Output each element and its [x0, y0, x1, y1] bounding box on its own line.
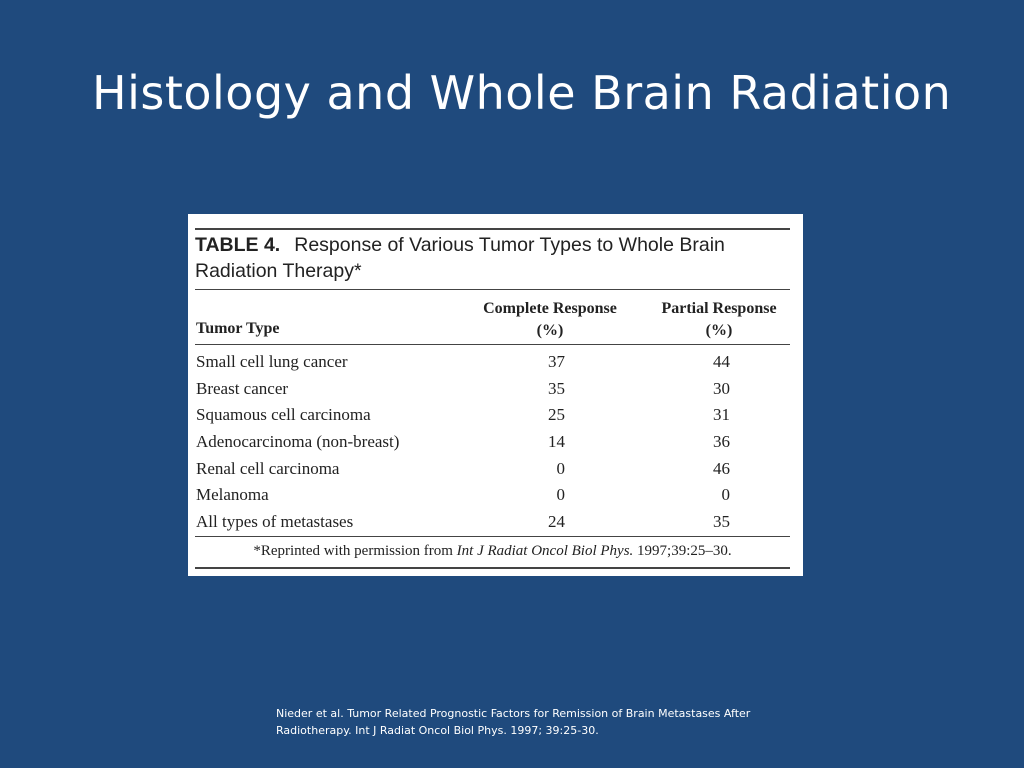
cell-tumor-type: Breast cancer [196, 378, 289, 398]
cell-complete: 14 [548, 432, 565, 452]
header-complete-response-label: Complete Response [483, 300, 617, 317]
cell-complete: 0 [556, 485, 565, 505]
header-partial-response-unit: (%) [705, 322, 733, 339]
header-complete-response-unit: (%) [536, 322, 564, 339]
header-partial-response-label: Partial Response [661, 300, 777, 317]
header-partial-response [643, 298, 795, 342]
footnote-suffix: 1997;39:25–30. [633, 542, 732, 559]
table-body [195, 345, 790, 536]
cell-complete: 35 [548, 378, 565, 398]
citation-line-2: Radiotherapy. Int J Radiat Oncol Biol Phys. 1997; 39:25-30. [276, 724, 599, 737]
cell-tumor-type: Squamous cell carcinoma [196, 405, 371, 425]
header-complete-response [465, 298, 635, 342]
cell-partial: 35 [713, 512, 730, 532]
cell-partial: 31 [713, 405, 730, 425]
cell-complete: 0 [556, 458, 565, 478]
header-tumor-type: Tumor Type [196, 320, 280, 337]
table-row [195, 402, 790, 429]
cell-partial: 36 [713, 432, 730, 452]
footnote-journal: Int J Radiat Oncol Biol Phys. [456, 542, 634, 559]
table-row [195, 456, 790, 483]
cell-complete: 24 [548, 512, 565, 532]
table-rule-bottom [195, 567, 790, 569]
table-caption [195, 228, 790, 284]
cell-complete: 25 [548, 405, 565, 425]
footnote-prefix: *Reprinted with permission from [253, 542, 457, 559]
table-caption-text: Response of Various Tumor Types to Whole Brain Radiation Therapy* [195, 234, 725, 282]
table-row [195, 349, 790, 376]
cell-partial: 46 [713, 458, 730, 478]
slide-title: Histology and Whole Brain Radiation [92, 66, 952, 120]
table-row [195, 482, 790, 509]
cell-tumor-type: Renal cell carcinoma [196, 458, 340, 478]
table-header [195, 290, 790, 344]
cell-tumor-type: Small cell lung cancer [196, 352, 348, 371]
cell-partial: 44 [713, 352, 730, 371]
cell-partial: 0 [721, 485, 730, 505]
table-row [195, 376, 790, 403]
table-image [188, 214, 803, 576]
table-label: TABLE 4. [195, 234, 281, 256]
citation-line-1: Nieder et al. Tumor Related Prognostic Factors for Remission of Brain Metastases After [276, 707, 751, 720]
citation [276, 705, 756, 739]
table-row [195, 429, 790, 456]
cell-tumor-type: Melanoma [196, 485, 269, 505]
table-row [195, 509, 790, 536]
table-footnote [195, 537, 790, 567]
cell-complete: 37 [548, 352, 565, 371]
cell-partial: 30 [713, 378, 730, 398]
cell-tumor-type: Adenocarcinoma (non-breast) [196, 432, 400, 452]
cell-tumor-type: All types of metastases [196, 512, 354, 532]
